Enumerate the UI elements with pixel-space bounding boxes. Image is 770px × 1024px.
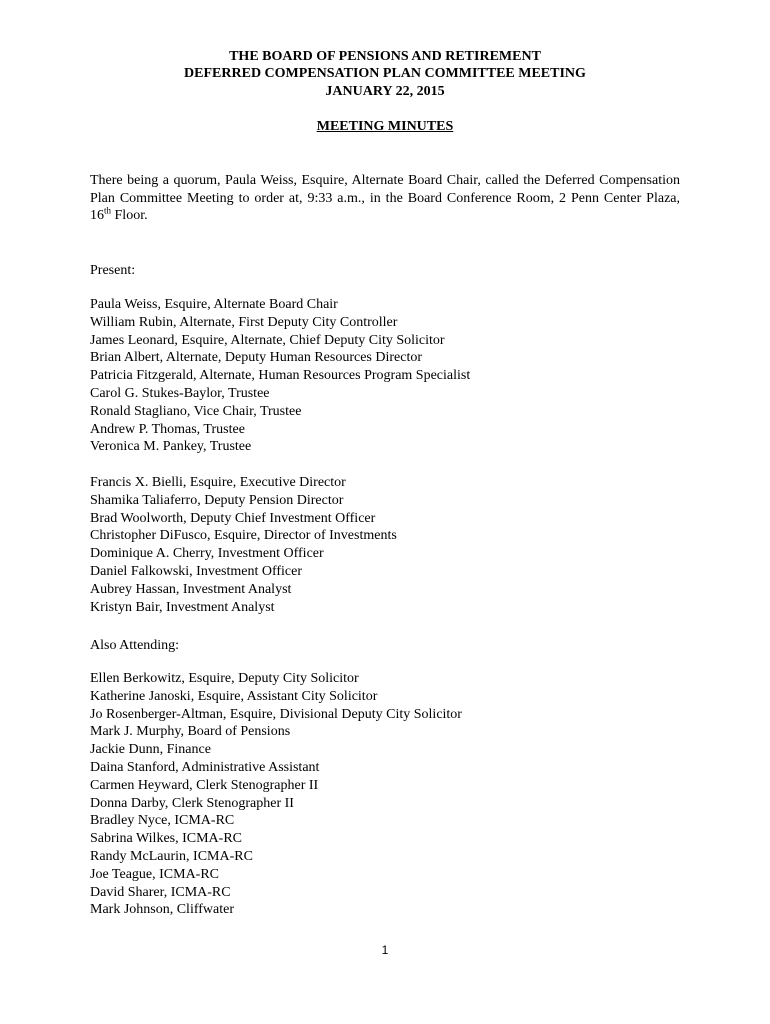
attendee-item: Brian Albert, Alternate, Deputy Human Resources Director xyxy=(90,350,423,366)
attendee-item: William Rubin, Alternate, First Deputy City Controller xyxy=(90,314,398,330)
attendee-item: Sabrina Wilkes, ICMA-RC xyxy=(90,831,243,847)
attendee-item: Joe Teague, ICMA-RC xyxy=(90,866,220,882)
attendee-item: Shamika Taliaferro, Deputy Pension Director xyxy=(90,492,344,508)
attendee-item: Randy McLaurin, ICMA-RC xyxy=(90,848,253,864)
attendee-item: Francis X. Bielli, Esquire, Executive Director xyxy=(90,475,346,490)
attendee-item: Paula Weiss, Esquire, Alternate Board Chair xyxy=(90,297,338,312)
attendee-item: Jo Rosenberger-Altman, Esquire, Divisional Deputy City Solicitor xyxy=(90,706,462,722)
attendee-item: Dominique A. Cherry, Investment Officer xyxy=(90,546,324,562)
board-heading: THE BOARD OF PENSIONS AND RETIREMENT xyxy=(229,49,541,64)
attendee-item: Veronica M. Pankey, Trustee xyxy=(90,439,252,455)
intro-text: There being a quorum, Paula Weiss, Esquire, Alternate Board Chair, called the Deferred Compensation Plan Committee Meeting to order at, 9:33 a.m., in the Board Conference Room, 2 Penn Center Plaza, 16 xyxy=(90,173,680,223)
intro-ordinal-suffix: th xyxy=(104,205,112,216)
attendee-item: David Sharer, ICMA-RC xyxy=(90,884,231,900)
minutes-title: MEETING MINUTES xyxy=(316,119,454,134)
attendee-item: Donna Darby, Clerk Stenographer II xyxy=(90,795,294,811)
also-attending-label: Also Attending: xyxy=(90,638,180,653)
attendee-item: Ellen Berkowitz, Esquire, Deputy City Solicitor xyxy=(90,671,359,686)
attendee-item: Jackie Dunn, Finance xyxy=(90,742,211,758)
attendee-item: Andrew P. Thomas, Trustee xyxy=(90,421,245,437)
meeting-date: JANUARY 22, 2015 xyxy=(325,84,445,99)
present-label: Present: xyxy=(90,263,136,278)
attendee-item: Christopher DiFusco, Esquire, Director of Investments xyxy=(90,528,397,544)
page-number: 1 xyxy=(381,943,389,957)
attendee-item: Carol G. Stukes-Baylor, Trustee xyxy=(90,385,270,401)
present-board-list xyxy=(90,296,470,456)
committee-heading: DEFERRED COMPENSATION PLAN COMMITTEE MEETING xyxy=(184,66,586,81)
present-staff-list xyxy=(90,474,397,616)
attendee-item: Daniel Falkowski, Investment Officer xyxy=(90,563,303,579)
attendee-item: Carmen Heyward, Clerk Stenographer II xyxy=(90,777,319,793)
attendee-item: Ronald Stagliano, Vice Chair, Trustee xyxy=(90,403,302,419)
attendee-item: Bradley Nyce, ICMA-RC xyxy=(90,813,235,829)
intro-paragraph xyxy=(90,172,680,225)
attendee-item: Daina Stanford, Administrative Assistant xyxy=(90,759,320,775)
intro-text-end: Floor. xyxy=(111,208,148,223)
attendee-item: Mark J. Murphy, Board of Pensions xyxy=(90,724,291,740)
attendee-item: Katherine Janoski, Esquire, Assistant City Solicitor xyxy=(90,688,378,704)
also-attending-list xyxy=(90,670,462,919)
attendee-item: Brad Woolworth, Deputy Chief Investment Officer xyxy=(90,510,376,526)
attendee-item: Mark Johnson, Cliffwater xyxy=(90,902,234,918)
attendee-item: Aubrey Hassan, Investment Analyst xyxy=(90,581,292,597)
attendee-item: James Leonard, Esquire, Alternate, Chief Deputy City Solicitor xyxy=(90,332,445,348)
attendee-item: Patricia Fitzgerald, Alternate, Human Resources Program Specialist xyxy=(90,368,471,384)
attendee-item: Kristyn Bair, Investment Analyst xyxy=(90,599,275,615)
